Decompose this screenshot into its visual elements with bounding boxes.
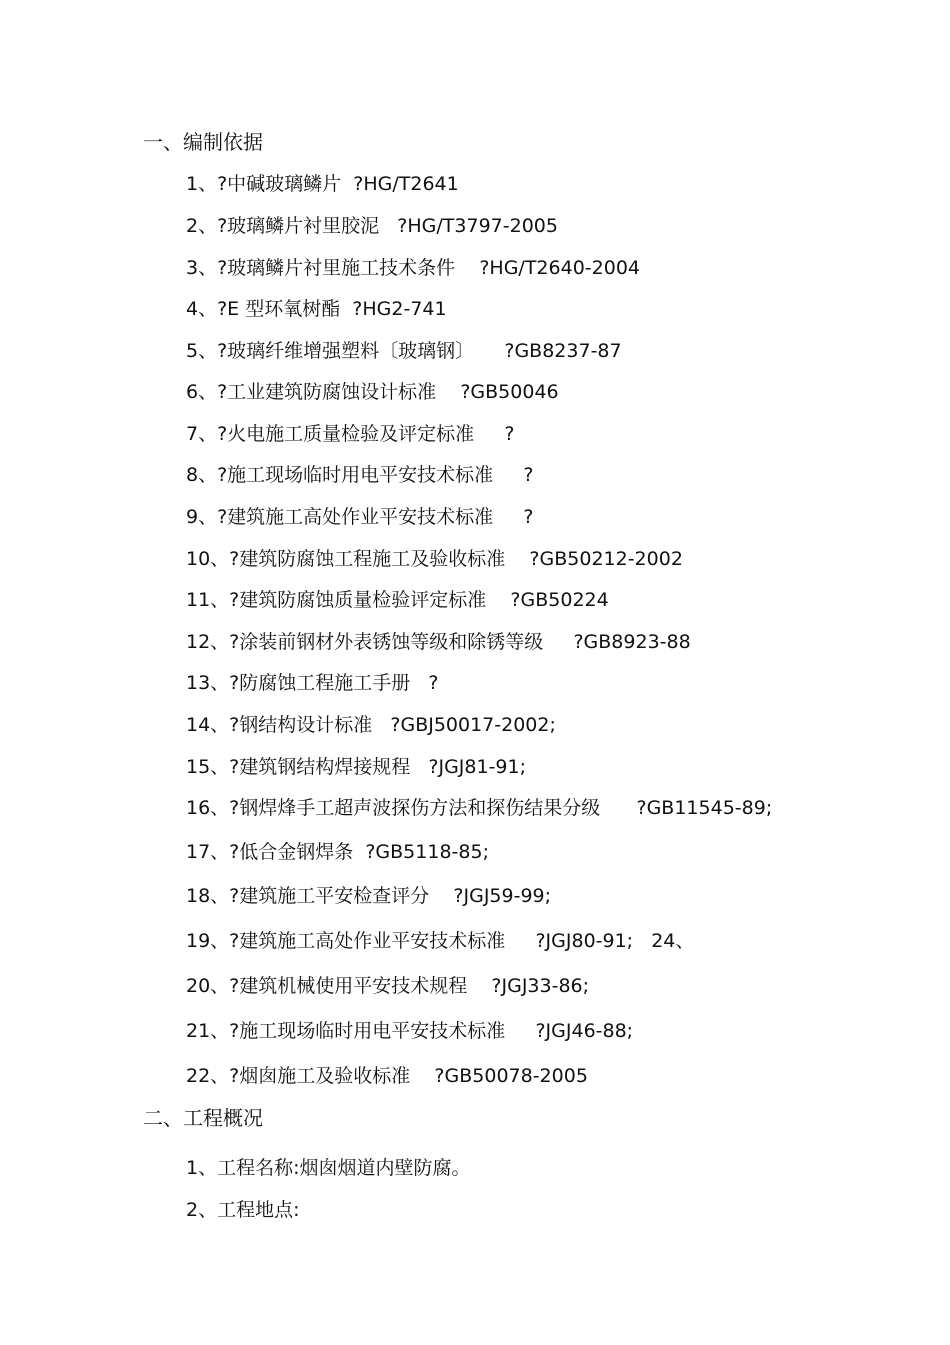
- list-item: 10、?建筑防腐蚀工程施工及验收标准 ?GB50212-2002: [186, 548, 683, 570]
- list-item: 21、?施工现场临时用电平安技术标准 ?JGJ46-88;: [186, 1020, 634, 1042]
- section-heading-basis: 一、编制依据: [143, 130, 263, 154]
- list-item: 11、?建筑防腐蚀质量检验评定标准 ?GB50224: [186, 589, 609, 611]
- list-item: 13、?防腐蚀工程施工手册 ?: [186, 672, 439, 694]
- list-item: 14、?钢结构设计标准 ?GBJ50017-2002;: [186, 714, 556, 736]
- list-item: 5、?玻璃纤维增强塑料〔玻璃钢〕 ?GB8237-87: [186, 340, 622, 362]
- list-item: 2、工程地点:: [186, 1199, 300, 1221]
- list-item: 7、?火电施工质量检验及评定标准 ?: [186, 423, 515, 445]
- list-item: 17、?低合金钢焊条 ?GB5118-85;: [186, 841, 489, 863]
- list-item: 2、?玻璃鳞片衬里胶泥 ?HG/T3797-2005: [186, 215, 558, 237]
- list-item: 20、?建筑机械使用平安技术规程 ?JGJ33-86;: [186, 975, 590, 997]
- list-item: 1、工程名称:烟囱烟道内壁防腐。: [186, 1157, 471, 1179]
- list-item: 18、?建筑施工平安检查评分 ?JGJ59-99;: [186, 885, 552, 907]
- list-item: 22、?烟囱施工及验收标准 ?GB50078-2005: [186, 1065, 588, 1087]
- list-item: 19、?建筑施工高处作业平安技术标准 ?JGJ80-91; 24、: [186, 930, 695, 952]
- list-item: 3、?玻璃鳞片衬里施工技术条件 ?HG/T2640-2004: [186, 257, 640, 279]
- list-item: 9、?建筑施工高处作业平安技术标准 ?: [186, 506, 534, 528]
- list-item: 1、?中碱玻璃鳞片 ?HG/T2641: [186, 173, 459, 195]
- section-heading-overview: 二、工程概况: [143, 1106, 263, 1130]
- list-item: 15、?建筑钢结构焊接规程 ?JGJ81-91;: [186, 756, 527, 778]
- list-item: 4、?E 型环氧树酯 ?HG2-741: [186, 298, 447, 320]
- list-item: 12、?涂装前钢材外表锈蚀等级和除锈等级 ?GB8923-88: [186, 631, 691, 653]
- list-item: 16、?钢焊烽手工超声波探伤方法和探伤结果分级 ?GB11545-89;: [186, 797, 773, 819]
- list-item: 6、?工业建筑防腐蚀设计标准 ?GB50046: [186, 381, 559, 403]
- list-item: 8、?施工现场临时用电平安技术标准 ?: [186, 464, 534, 486]
